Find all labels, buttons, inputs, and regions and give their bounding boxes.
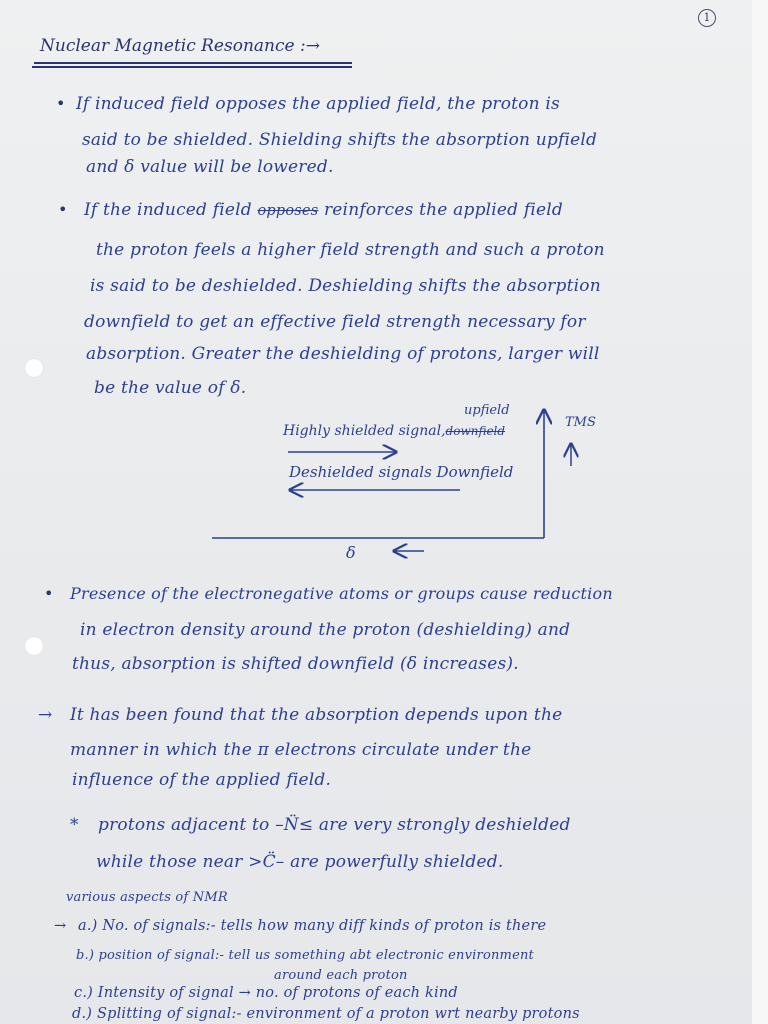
para1-line: and δ value will be lowered. [86, 157, 334, 177]
bullet-dot: • [44, 584, 54, 603]
para1-line: If induced field opposes the applied field, the proton is [76, 94, 560, 114]
para2-line1-part-b: reinforces the applied field [323, 200, 563, 220]
para2-line: be the value of δ. [94, 378, 247, 398]
tms-label: TMS [565, 415, 596, 430]
aspect-c: c.) Intensity of signal → no. of protons of each kind [74, 985, 458, 1001]
para2-line: downfield to get an effective field strength necessary for [84, 312, 586, 332]
punch-hole-bottom [24, 636, 44, 656]
para2-line: absorption. Greater the deshielding of protons, larger will [86, 344, 600, 364]
struck-word: opposes [257, 203, 319, 219]
bullet-dot: • [56, 94, 66, 113]
page-number: 1 [698, 9, 716, 27]
bullet-dot: • [58, 200, 68, 219]
para4-line: manner in which the π electrons circulate under the [70, 740, 532, 760]
para4-arrow: → [38, 705, 53, 725]
carbanion-group: >C̈– [248, 852, 285, 872]
struck-downfield: downfield [445, 424, 506, 438]
punch-hole-top [24, 358, 44, 378]
para1-line: said to be shielded. Shielding shifts the absorption upfield [82, 130, 598, 150]
aspect-d: d.) Splitting of signal:- environment of a proton wrt nearby protons [72, 1006, 580, 1022]
amine-group: –N̈≤ [275, 815, 314, 835]
page-edge [752, 0, 768, 1024]
para2-line1-part-a: If the induced field [84, 200, 252, 220]
aspects-heading: various aspects of NMR [66, 890, 228, 905]
page-title: Nuclear Magnetic Resonance :→ [40, 36, 320, 56]
aspect-b-cont: around each proton [274, 968, 408, 983]
aspects-arrow: → [54, 918, 67, 934]
aspect-b: b.) position of signal:- tell us something abt electronic environment [76, 948, 534, 963]
para3-line: in electron density around the proton (deshielding) and [80, 620, 571, 640]
para2-line1 [84, 200, 563, 220]
para3-line: Presence of the electronegative atoms or groups cause reduction [70, 584, 613, 603]
aspect-a: a.) No. of signals:- tells how many diff kinds of proton is there [78, 918, 547, 934]
para5-line2: while those near >C̈– are powerfully shielded. [96, 852, 504, 872]
para3-line: thus, absorption is shifted downfield (δ increases). [72, 654, 519, 674]
deshielded-label: Deshielded signals Downfield [289, 463, 514, 481]
para4-line: influence of the applied field. [72, 770, 332, 790]
title-underline-double [32, 66, 352, 68]
para2-line: is said to be deshielded. Deshielding shifts the absorption [90, 276, 601, 296]
asterisk-mark: * [70, 815, 79, 835]
title-underline [34, 62, 352, 64]
upfield-label: upfield [464, 403, 510, 418]
highly-shielded-label: Highly shielded signal,downfield [283, 423, 506, 439]
para2-line: the proton feels a higher field strength and such a proton [96, 240, 605, 260]
delta-axis-label: δ [346, 543, 356, 562]
para4-line: It has been found that the absorption depends upon the [70, 705, 563, 725]
para5-line1: protons adjacent to –N̈≤ are very strongly deshielded [98, 815, 571, 835]
